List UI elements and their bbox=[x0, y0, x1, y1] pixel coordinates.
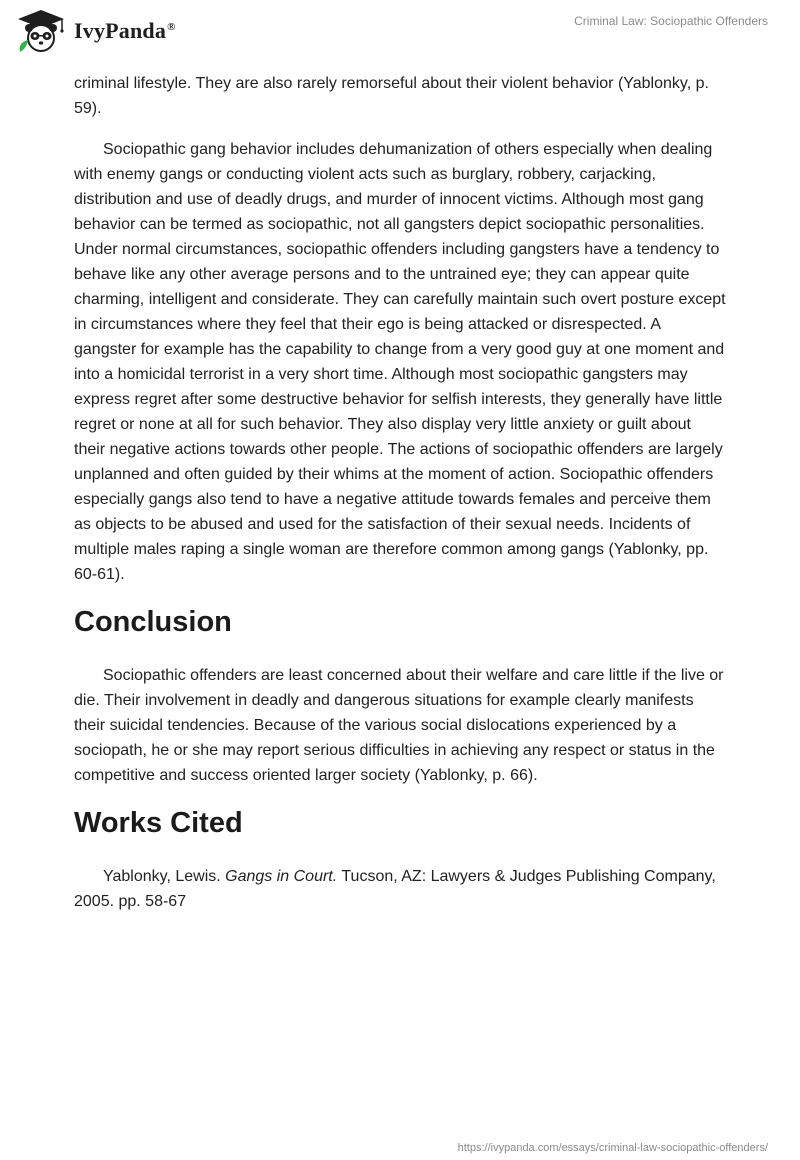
essay-content bbox=[74, 71, 726, 930]
conclusion-heading: Conclusion bbox=[74, 606, 232, 638]
works-cited-heading: Works Cited bbox=[74, 807, 243, 839]
paragraph-gang-behavior: Sociopathic gang behavior includes dehumanization of others especially when dealing with enemy gangs or conducting violent acts such as burglary, robbery, carjacking, distribution and use of deadly drugs, and murder of innocent victims. Although most gang behavior can be termed as sociopathic, not all gangsters depict sociopathic personalities. Under normal circumstances, sociopathic offenders including gangsters have a tendency to behave like any other average persons and to the untrained eye; they can appear quite charming, intelligent and considerate. They can carefully maintain such overt posture except in circumstances where they feel that their ego is being attacked or disrespected. A gangster for example has the capability to change from a very good guy at one moment and into a homicidal terrorist in a very short time. Although most sociopathic gangsters may express regret after some destructive behavior for selfish interests, they generally have little regret or none at all for such behavior. They also display very little anxiety or guilt about their negative actions towards other people. The actions of sociopathic offenders are largely unplanned and often guided by their whims at the moment of action. Sociopathic offenders especially gangs also tend to have a negative attitude towards females and perceive them as objects to be abused and used for the satisfaction of their sexual needs. Incidents of multiple males raping a single woman are therefore common among gangs (Yablonky, pp. 60-61). bbox=[74, 141, 726, 583]
brand-name: IvyPanda® bbox=[74, 18, 176, 43]
document-title: Criminal Law: Sociopathic Offenders bbox=[574, 14, 768, 28]
citation-title: Gangs in Court. bbox=[225, 868, 338, 885]
paragraph-continued: criminal lifestyle. They are also rarely remorseful about their violent behavior (Yablonky, p. 59). bbox=[74, 75, 709, 117]
citation-entry bbox=[74, 864, 726, 914]
panda-graduate-icon bbox=[14, 8, 68, 54]
citation-publisher: Tucson, AZ: Lawyers & Judges Publishing Company, 2005. pp. 58-67 bbox=[74, 868, 716, 910]
registered-mark: ® bbox=[167, 20, 176, 33]
ivypanda-logo[interactable] bbox=[14, 8, 176, 54]
conclusion-paragraph: Sociopathic offenders are least concerned about their welfare and care little if the live or die. Their involvement in deadly and dangerous situations for example clearly manifests their suicidal tendencies. Because of the various social dislocations experienced by a sociopath, he or she may report serious difficulties in achieving any respect or status in the competitive and success oriented larger society (Yablonky, p. 66). bbox=[74, 667, 724, 784]
source-url-link[interactable]: https://ivypanda.com/essays/criminal-law-sociopathic-offenders/ bbox=[457, 1142, 768, 1154]
page-header bbox=[0, 0, 800, 62]
citation-author: Yablonky, Lewis. bbox=[103, 868, 221, 885]
